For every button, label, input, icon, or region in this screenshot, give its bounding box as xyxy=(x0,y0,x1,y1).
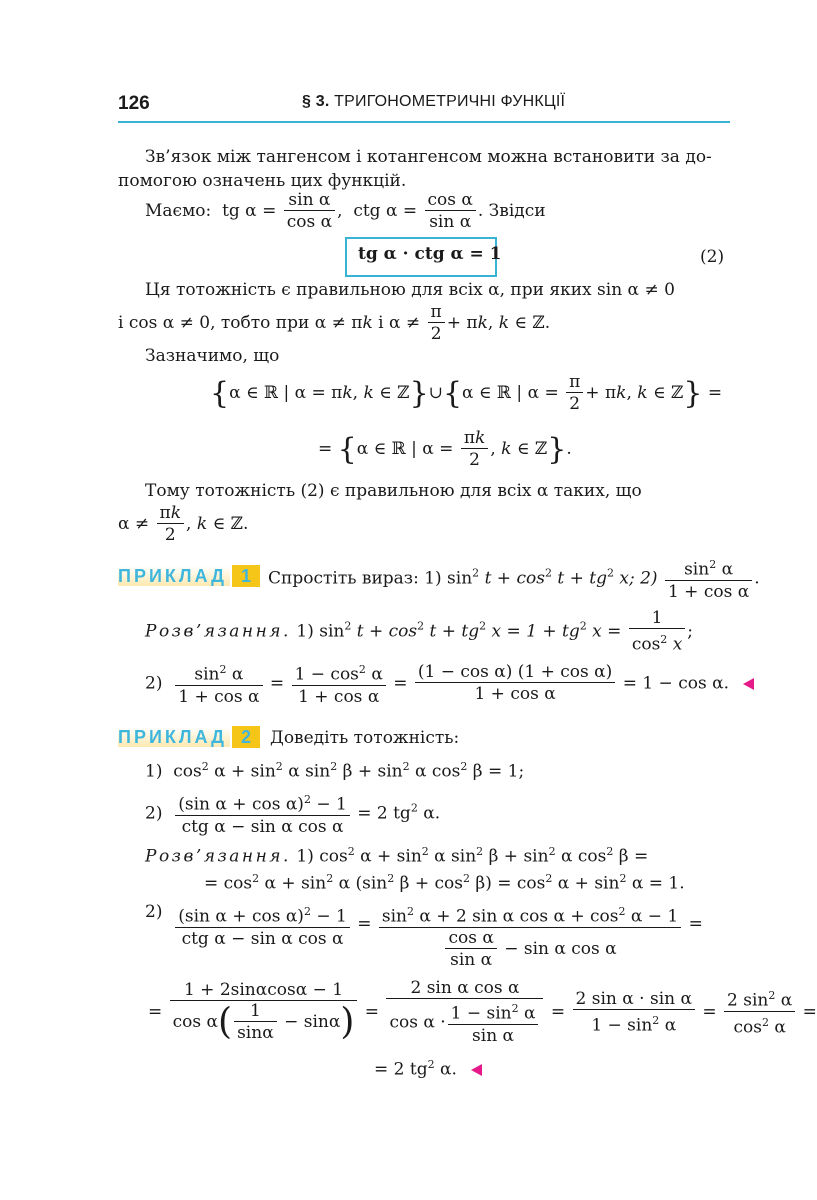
s2d-n4 xyxy=(724,986,795,1011)
sup: 2 xyxy=(548,845,556,858)
e22-end: α. xyxy=(417,803,441,824)
s2bf: α + sin xyxy=(552,873,620,894)
s2d-d3b: α xyxy=(659,1015,677,1036)
e1a: Спростіть вираз: 1) sin xyxy=(268,568,473,589)
para3-line1: Тому тотожність (2) є правильною для всіх α таких, що xyxy=(145,481,642,501)
para1-line1: Зв’язок між тангенсом і котангенсом можна встановити за до- xyxy=(145,147,712,167)
paren: ) xyxy=(340,1001,355,1043)
sq4: 2 xyxy=(709,558,717,571)
sup: 2 xyxy=(619,872,627,885)
brace: { xyxy=(337,432,357,467)
s2a: α ∈ ℝ | α = xyxy=(356,439,454,459)
s1b-f1n xyxy=(175,660,262,685)
p3b: , xyxy=(186,514,197,534)
pi-over-2b xyxy=(566,372,583,415)
s2af: β = xyxy=(613,846,649,867)
s2d-eq3: = xyxy=(550,1001,566,1022)
s1f: ∈ ℤ xyxy=(647,383,684,403)
s2d-inner xyxy=(234,1001,277,1044)
para3-line2 xyxy=(118,503,248,546)
s2be: β) = cos xyxy=(469,873,546,894)
s1b-f3d: 1 + cos α xyxy=(415,682,615,705)
s1b-f1 xyxy=(175,660,262,708)
two3: 2 xyxy=(461,448,489,471)
sup: 2 xyxy=(417,619,425,633)
sol1-fraction xyxy=(629,608,685,656)
e22-m1: − 1 xyxy=(310,794,347,815)
s2bc: α (sin xyxy=(333,873,388,894)
s2d-d4b: α xyxy=(768,1017,786,1038)
s2d-inner2 xyxy=(448,999,539,1047)
p2-a: і cos α ≠ 0, тобто при α ≠ π xyxy=(118,313,363,333)
sup: 2 xyxy=(460,760,468,773)
section-title: ТРИГОНОМЕТРИЧНІ ФУНКЦІЇ xyxy=(329,93,566,110)
s2d-sina: sinα xyxy=(234,1021,277,1044)
s2d-f3 xyxy=(573,989,695,1037)
solution2-line3 xyxy=(145,902,703,971)
s2d-n3: 2 sin α · sin α xyxy=(575,988,692,1009)
p2-k: k xyxy=(362,313,373,333)
maemo-lead: Маємо: xyxy=(145,201,212,221)
e1b-t: t + cos xyxy=(479,568,545,589)
s2e-b: α. xyxy=(434,1059,457,1080)
sup: 2 xyxy=(358,663,366,676)
sup: 2 xyxy=(768,989,776,1003)
s1b-f2d: 1 + cos α xyxy=(292,685,386,708)
solution2-line1 xyxy=(145,845,648,867)
ctg-eq: ctg α = xyxy=(353,201,418,221)
ex1-fraction xyxy=(665,555,752,603)
set-union-line xyxy=(210,372,722,415)
brace: } xyxy=(547,432,567,467)
ex1-sin: sin xyxy=(684,559,710,580)
s1b-1mc: 1 − cos xyxy=(294,664,359,685)
equation-number: (2) xyxy=(700,247,725,267)
pik-over-2 xyxy=(461,428,489,471)
pik-pi: π xyxy=(463,428,476,448)
s2d-cosdot: cos α · xyxy=(389,1012,446,1033)
tg-den: cos α xyxy=(284,210,335,233)
s2c-n2 xyxy=(379,902,681,927)
s2eq: = xyxy=(318,439,333,459)
s2d-n4a: 2 sin xyxy=(727,990,769,1011)
p3c: ∈ ℤ. xyxy=(207,514,249,534)
s1b-res: = 1 − cos α. xyxy=(622,673,729,694)
brace: } xyxy=(409,376,429,411)
e21e: α cos xyxy=(409,761,461,782)
example1-label: ПРИКЛАД xyxy=(118,566,227,586)
s2d-n2: 2 sin α cos α xyxy=(410,978,520,998)
s2c-rb: α + 2 sin α cos α + cos xyxy=(414,906,619,927)
example1-number: 1 xyxy=(232,565,260,587)
sup: 2 xyxy=(330,760,338,773)
s2d-in2n xyxy=(448,999,539,1024)
solution1-line1 xyxy=(145,608,693,656)
s2d-d3 xyxy=(573,1009,695,1037)
example1-task xyxy=(268,555,760,603)
s1b-a: α xyxy=(226,664,244,685)
s2c-isin: sin α xyxy=(445,948,496,971)
s2c-d1: ctg α − sin α cos α xyxy=(175,927,350,950)
sup: 2 xyxy=(606,845,614,858)
end-of-solution-marker-icon xyxy=(743,678,754,690)
e21b: α + sin xyxy=(208,761,276,782)
sup: 2 xyxy=(402,760,410,773)
sup: 2 xyxy=(427,1058,435,1071)
sup: 2 xyxy=(476,845,484,858)
s2d-a: α xyxy=(518,1003,536,1024)
s2c-frac2 xyxy=(379,902,681,971)
sep: , xyxy=(337,201,343,221)
sup: 2 xyxy=(579,619,587,633)
pik2 xyxy=(157,503,185,523)
s2c-inner xyxy=(445,928,496,971)
sol1-label: Розв’язання. xyxy=(145,621,291,642)
s2d-d4 xyxy=(724,1011,795,1039)
ex1-num xyxy=(665,555,752,580)
sup: 2 xyxy=(511,1002,519,1015)
example2-number: 2 xyxy=(232,726,260,748)
example2-label: ПРИКЛАД xyxy=(118,727,227,747)
s1b2: , xyxy=(626,383,638,403)
sup: 2 xyxy=(303,793,311,806)
s2d-eq4: = xyxy=(702,1001,717,1022)
sol1-end: ; xyxy=(687,621,694,642)
s2bd: β + cos xyxy=(394,873,463,894)
pik2-k: k xyxy=(170,503,182,523)
s2b: , xyxy=(490,439,502,459)
s2d-d1 xyxy=(170,1000,358,1044)
s2c-n1a: (sin α + cos α) xyxy=(178,906,304,927)
s2bb: α + sin xyxy=(259,873,327,894)
sup: 2 xyxy=(545,872,553,885)
sup: 2 xyxy=(479,619,487,633)
sup: 2 xyxy=(303,905,311,918)
ex1-a: α xyxy=(716,559,734,580)
e22n: 2) xyxy=(145,803,163,824)
pi: π xyxy=(430,302,442,322)
sup: 2 xyxy=(618,905,626,918)
s1b-f3 xyxy=(415,662,615,705)
s2c-rc: α − 1 xyxy=(625,906,679,927)
e1b xyxy=(479,568,545,588)
pi-over-2 xyxy=(428,302,445,345)
s1b-f3n: (1 − cos α) (1 + cos α) xyxy=(417,662,613,683)
s2d-f4 xyxy=(724,986,795,1038)
solution2-line2 xyxy=(204,872,685,894)
sq1: 2 xyxy=(472,566,480,580)
para2-line2 xyxy=(118,302,550,345)
p2-e: ∈ ℤ. xyxy=(509,313,551,333)
s2c-frac1 xyxy=(175,902,350,950)
sq2: 2 xyxy=(544,566,552,580)
end-of-solution-marker-icon xyxy=(471,1064,482,1076)
maemo-end: . Звідси xyxy=(477,201,546,221)
pik xyxy=(461,428,489,448)
ctg-fraction xyxy=(425,190,476,233)
sup: 2 xyxy=(462,872,470,885)
sup: 2 xyxy=(344,619,352,633)
e1d: x; 2) xyxy=(613,568,658,589)
s1b-f2 xyxy=(292,660,386,708)
s2e-a: = 2 tg xyxy=(374,1059,428,1080)
sup: 2 xyxy=(219,663,227,676)
boxed-formula: tg α · ctg α = 1 xyxy=(358,244,502,264)
sup: 2 xyxy=(652,1013,660,1027)
s2c-n1b: − 1 xyxy=(310,906,347,927)
p3k: k xyxy=(196,514,208,534)
s1k2: k xyxy=(363,383,374,403)
s2bg: α = 1. xyxy=(626,873,685,894)
sol1-one: 1 xyxy=(651,608,663,628)
para2-line1: Ця тотожність є правильною для всіх α, при яких sin α ≠ 0 xyxy=(145,280,675,300)
s1b-f2n xyxy=(292,660,386,685)
brace: { xyxy=(442,376,463,411)
s2d-eq2: = xyxy=(364,1001,380,1022)
s2d-n4b: α xyxy=(775,990,793,1011)
s1b-eq1: = xyxy=(269,673,285,694)
pik-over-2c xyxy=(157,503,185,546)
sup: 2 xyxy=(252,872,260,885)
sol1-x: x xyxy=(667,634,683,655)
s1a: α ∈ ℝ | α = π xyxy=(229,383,343,403)
s2d-eq: = xyxy=(148,1001,163,1022)
s2c-eq: = xyxy=(357,914,372,934)
ex2-item2 xyxy=(145,790,440,838)
solution2-line4 xyxy=(148,978,817,1047)
p2-b: і α ≠ xyxy=(372,313,421,333)
example2-task: Доведіть тотожність: xyxy=(270,728,460,748)
sup: 2 xyxy=(387,872,395,885)
p2-c: + π xyxy=(446,313,478,333)
s1k3: k xyxy=(616,383,627,403)
sol1-p1: 1) sin xyxy=(290,621,345,642)
s2ac: α sin xyxy=(428,846,477,867)
s2d-one: 1 xyxy=(249,1001,261,1022)
s2c-rdb: − sin α cos α xyxy=(498,938,617,959)
s1b-eq2: = xyxy=(393,673,408,694)
sol1-p2: t + cos xyxy=(351,621,418,642)
ctg-den: sin α xyxy=(425,210,476,233)
e21d: β + sin xyxy=(337,761,403,782)
s2d-d2 xyxy=(386,998,543,1047)
e22-res: = 2 tg xyxy=(357,803,411,824)
s1k4: k xyxy=(637,383,648,403)
sol1-cos: cos xyxy=(631,634,661,655)
sup: 2 xyxy=(761,1015,769,1029)
ex1-end: . xyxy=(754,568,760,589)
maemo-line xyxy=(145,190,546,233)
s1eq: = xyxy=(707,383,723,403)
s2k: k xyxy=(501,439,512,459)
s2c: ∈ ℤ xyxy=(511,439,548,459)
pik-k: k xyxy=(475,428,486,448)
brace: { xyxy=(210,376,230,411)
e1c: t + tg xyxy=(551,568,607,589)
s2c-eq2: = xyxy=(688,914,703,934)
set-result-line xyxy=(318,428,572,471)
s2d-minus: − sinα xyxy=(278,1012,341,1033)
e22-num xyxy=(175,790,350,815)
e22-na: (sin α + cos α) xyxy=(178,794,304,815)
s1d: α ∈ ℝ | α = xyxy=(462,383,559,403)
tg-num: sin α xyxy=(288,190,331,210)
tg-fraction xyxy=(284,190,335,233)
s1b-f1d: 1 + cos α xyxy=(175,685,262,708)
s2aa: 1) cos xyxy=(290,846,348,867)
p2-d: , xyxy=(487,313,499,333)
e21a: cos xyxy=(173,761,202,782)
two: 2 xyxy=(428,322,445,345)
two4: 2 xyxy=(157,523,185,546)
s2d-cosa: cos α xyxy=(172,1012,219,1033)
s2c-d2 xyxy=(379,927,681,971)
para1-line2: помогою означень цих функцій. xyxy=(118,171,407,191)
s2end: . xyxy=(566,439,572,459)
page-number: 126 xyxy=(118,93,150,114)
header-rule xyxy=(118,121,730,123)
s2ad: β + sin xyxy=(483,846,549,867)
s1k: k xyxy=(342,383,353,403)
section-header xyxy=(302,93,565,111)
sq3: 2 xyxy=(606,566,614,580)
s1c: ∈ ℤ xyxy=(373,383,410,403)
s1b: , xyxy=(352,383,364,403)
e21n: 1) xyxy=(145,761,163,782)
sol1-p3: t + tg xyxy=(424,621,480,642)
section-mark: § 3. xyxy=(302,93,330,110)
sup: 2 xyxy=(201,760,209,773)
s1b-sin: sin xyxy=(194,664,220,685)
sup: 2 xyxy=(410,801,418,815)
pi2: π xyxy=(569,372,581,392)
sol1-p4: x = 1 + tg xyxy=(486,621,580,642)
sup: 2 xyxy=(347,845,355,858)
solution1-line2 xyxy=(145,660,754,708)
sol1-p5: x = xyxy=(586,621,622,642)
two2: 2 xyxy=(566,392,583,415)
s2d-d3a: 1 − sin xyxy=(591,1015,653,1036)
zaznach: Зазначимо, що xyxy=(145,346,280,366)
p3a: α ≠ xyxy=(118,514,150,534)
sup: 2 xyxy=(407,905,415,918)
tg-eq: tg α = xyxy=(222,201,277,221)
sol1-den xyxy=(629,628,685,656)
ex1-den: 1 + cos α xyxy=(665,580,752,603)
p2-k3: k xyxy=(498,313,509,333)
ex2-item1 xyxy=(145,760,524,782)
s2c-icos: cos α xyxy=(448,927,494,948)
s2ae: α cos xyxy=(555,846,607,867)
s2ba: = cos xyxy=(204,873,253,894)
s1b-n: 2) xyxy=(145,673,163,694)
s2cn: 2) xyxy=(145,902,163,922)
paren: ( xyxy=(218,1001,233,1043)
s2d-f1 xyxy=(170,980,358,1044)
s1b-a2: α xyxy=(365,664,383,685)
s1e: + π xyxy=(585,383,617,403)
e22-frac xyxy=(175,790,350,838)
sol2-label: Розв’язання. xyxy=(145,846,291,867)
s2d-n1: 1 + 2sinαcosα − 1 xyxy=(183,980,344,1001)
sup: 2 xyxy=(660,633,668,646)
s2d-eq5: = xyxy=(802,1001,817,1022)
ctg-num: cos α xyxy=(427,190,473,210)
sup: 2 xyxy=(326,872,334,885)
brace: } xyxy=(683,376,703,411)
s2c-ra: sin xyxy=(381,906,408,927)
s2d-sinb: sin α xyxy=(448,1024,539,1047)
pik2-pi: π xyxy=(159,503,171,523)
e21c: α sin xyxy=(282,761,331,782)
s2ab: α + sin xyxy=(354,846,422,867)
s2c-n1 xyxy=(175,902,350,927)
s2d-onem: 1 − sin xyxy=(450,1003,512,1024)
sup: 2 xyxy=(275,760,283,773)
sup: 2 xyxy=(421,845,429,858)
s2d-d4a: cos xyxy=(733,1017,762,1038)
e22-den: ctg α − sin α cos α xyxy=(175,815,350,838)
solution2-line5 xyxy=(374,1058,482,1080)
e21f: β = 1; xyxy=(467,761,525,782)
s2d-f2 xyxy=(386,978,543,1047)
p2-k2: k xyxy=(477,313,488,333)
cup: ∪ xyxy=(428,383,443,403)
